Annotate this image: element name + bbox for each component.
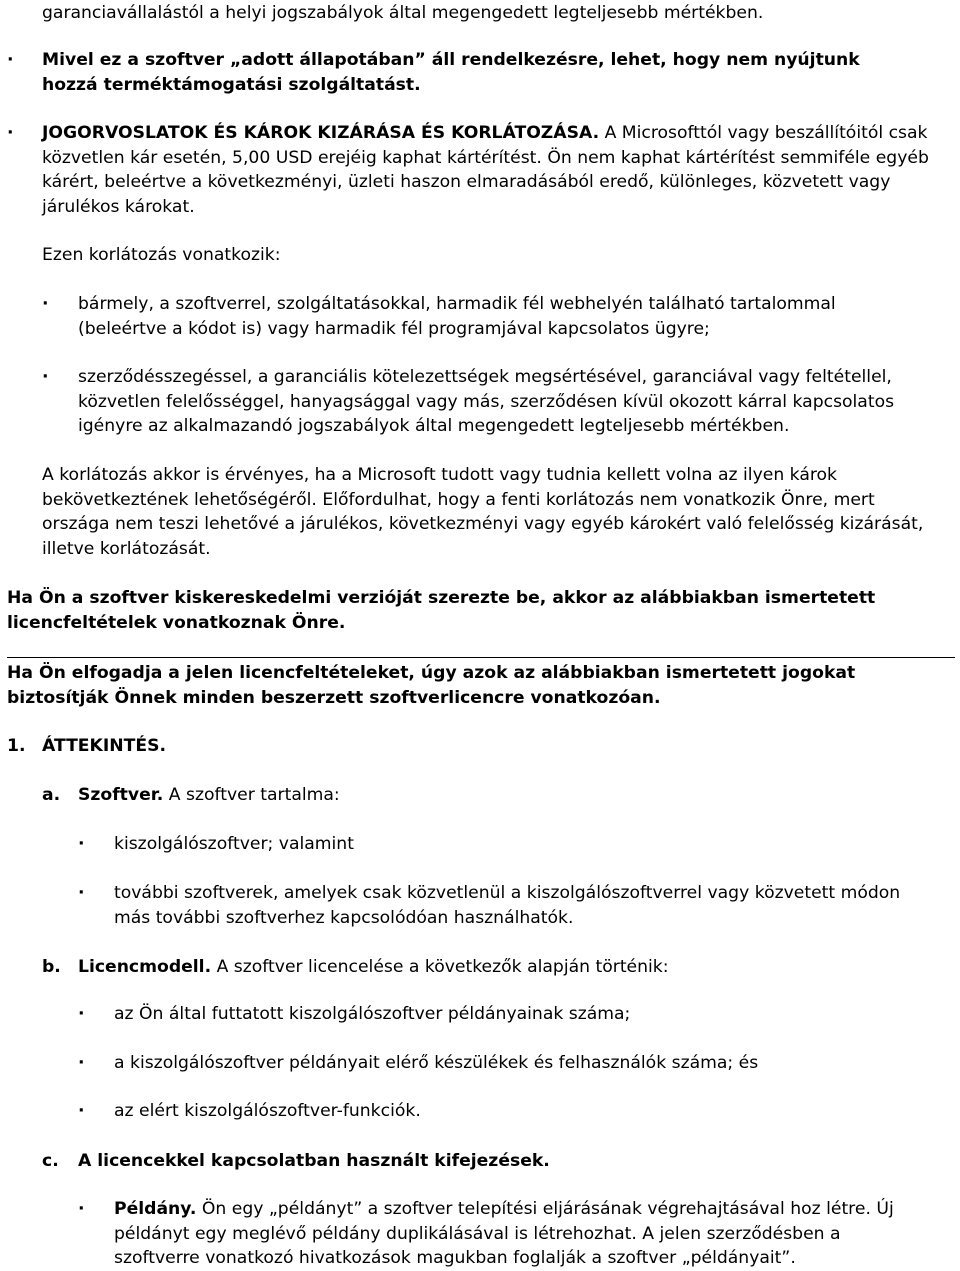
liability-closing: A korlátozás akkor is érvényes, ha a Microsoft tudott vagy tudnia kellett volna az ilyen károk bekövetkeztének lehetőségéről. Előfordulhat, hogy a fenti korlátozás nem vonatkozik Önre, mert országa nem teszi lehetővé a járulékos, következményi vagy egyéb károkért való felelősség kizárását, illetve korlátozását. <box>42 465 924 559</box>
liability-text: A Microsofttól vagy beszállítóitól csak közvetlen kár esetén, 5,00 USD erejéig kaphat kártérítést. Ön nem kaphat kártérítést semmiféle egyéb kárért, beleértve a következményi, üzleti haszon elmaradásából eredő, különleges, közvetett vagy járulékos károkat. <box>42 123 929 217</box>
bullet-dot: · <box>78 883 85 903</box>
subsection-letter: b. <box>42 957 61 977</box>
bullet-dot: · <box>78 1053 85 1073</box>
bullet-dot: · <box>78 834 85 854</box>
definition-item <box>114 1197 929 1271</box>
bullet-dot: · <box>7 50 14 70</box>
list-item: további szoftverek, amelyek csak közvetlenül a kiszolgálószoftverrel vagy közvetett módon más további szoftverhez kapcsolódóan használhatók. <box>114 883 901 928</box>
subsection-title: A licencekkel kapcsolatban használt kifejezések. <box>78 1151 550 1171</box>
list-item: a kiszolgálószoftver példányait elérő készülékek és felhasználók száma; és <box>114 1053 759 1073</box>
applies-item: szerződésszegéssel, a garanciális kötelezettségek megsértésével, garanciával vagy feltétellel, közvetlen felelősséggel, hanyagsággal vagy más, szerződésen kívül okozott kárral kapcsolatos igényre az alkalmazandó jogszabályok által megengedett legteljesebb mértékben. <box>78 367 895 436</box>
subsection-b <box>78 955 669 980</box>
list-item: kiszolgálószoftver; valamint <box>114 834 354 854</box>
bullet-dot: · <box>42 294 49 314</box>
subsection-text: A szoftver licencelése a következők alapján történik: <box>211 957 669 977</box>
divider <box>7 657 955 658</box>
list-item: az Ön által futtatott kiszolgálószoftver példányainak száma; <box>114 1004 631 1024</box>
support-notice: Mivel ez a szoftver „adott állapotában” áll rendelkezésre, lehet, hogy nem nyújtunk hozzá terméktámogatási szolgáltatást. <box>42 50 860 95</box>
applies-intro: Ezen korlátozás vonatkozik: <box>42 245 281 265</box>
subsection-a <box>78 783 340 808</box>
continuation-text: garanciavállalástól a helyi jogszabályok által megengedett legteljesebb mértékben. <box>42 3 764 23</box>
subsection-title: Licencmodell. <box>78 957 212 977</box>
bullet-dot: · <box>78 1004 85 1024</box>
subsection-text: A szoftver tartalma: <box>163 785 340 805</box>
definition-term: Példány. <box>114 1199 197 1219</box>
liability-paragraph <box>42 121 937 219</box>
bullet-dot: · <box>7 123 14 143</box>
bullet-dot: · <box>42 367 49 387</box>
definition-text: Ön egy „példányt” a szoftver telepítési eljárásának végrehajtásával hoz létre. Új példányt egy meglévő példány duplikálásával is létrehozhat. A jelen szerződésben a szoftverre vonatkozó hivatkozások magukban foglalják a szoftver „példányait”. <box>114 1199 894 1268</box>
applies-item: bármely, a szoftverrel, szolgáltatásokkal, harmadik fél webhelyén található tartalommal (beleértve a kódot is) vagy harmadik fél programjával kapcsolatos ügyre; <box>78 294 836 339</box>
liability-heading: JOGORVOSLATOK ÉS KÁROK KIZÁRÁSA ÉS KORLÁTOZÁSA. <box>42 123 600 143</box>
retail-notice: Ha Ön a szoftver kiskereskedelmi verzióját szerezte be, akkor az alábbiakban ismertetett licencfeltételek vonatkoznak Önre. <box>7 588 876 633</box>
bullet-dot: · <box>78 1101 85 1121</box>
list-item: az elért kiszolgálószoftver-funkciók. <box>114 1101 421 1121</box>
subsection-title: Szoftver. <box>78 785 164 805</box>
section-title: ÁTTEKINTÉS. <box>42 736 167 756</box>
subsection-letter: a. <box>42 785 61 805</box>
subsection-letter: c. <box>42 1151 59 1171</box>
bullet-dot: · <box>78 1199 85 1219</box>
section-number: 1. <box>7 736 26 756</box>
accept-notice: Ha Ön elfogadja a jelen licencfeltételeket, úgy azok az alábbiakban ismertetett jogokat biztosítják Önnek minden beszerzett szoftverlicencre vonatkozóan. <box>7 663 856 708</box>
